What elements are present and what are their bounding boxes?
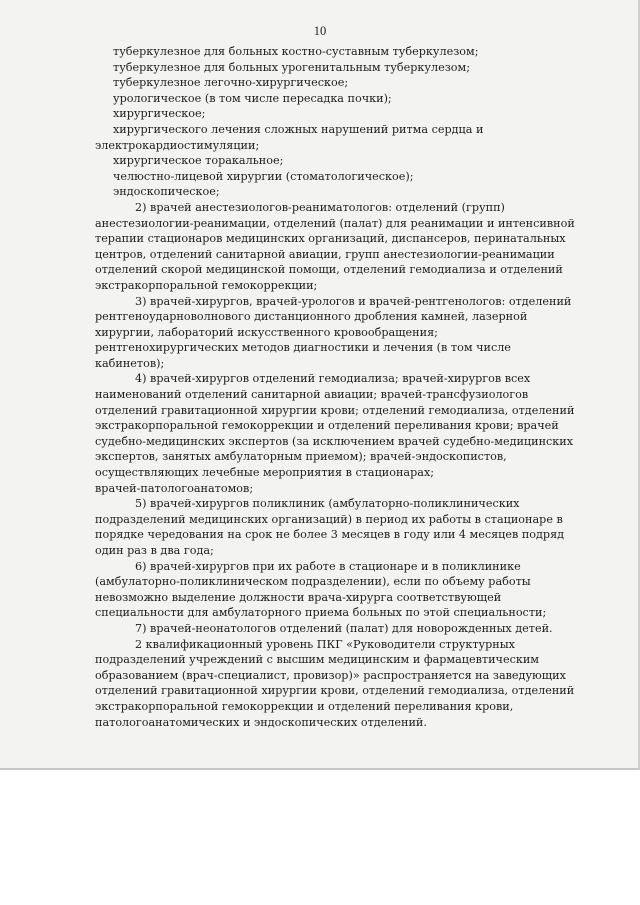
- text-line: осуществляющих лечебные мероприятия в стационарах;: [95, 466, 435, 480]
- text-line: отделений гравитационной хирургии крови; отделений гемодиализа, отделений: [95, 403, 575, 417]
- text-line: экстракорпоральной гемокоррекции и отделений переливания крови; врачей: [95, 419, 559, 433]
- text-line: образованием (врач-специалист, провизор)» распространяется на заведующих: [95, 668, 566, 682]
- text-line: (амбулаторно-поликлиническом подразделении), если по объему работы: [95, 575, 531, 589]
- text-line: специальности для амбулаторного приема больных по этой специальности;: [95, 606, 547, 620]
- text-line: рентгенохирургических методов диагностики и лечения (в том числе: [95, 341, 511, 355]
- text-line: эндоскопическое;: [113, 185, 220, 199]
- text-line: врачей-патологоанатомов;: [95, 481, 254, 495]
- text-line: судебно-медицинских экспертов (за исключением врачей судебно-медицинских: [95, 434, 574, 448]
- text-line: 5) врачей-хирургов поликлиник (амбулаторно-поликлинических: [135, 497, 520, 511]
- text-line: невозможно выделение должности врача-хирурга соответствующей: [95, 590, 502, 604]
- text-line: хирургического лечения сложных нарушений ритма сердца и: [113, 122, 484, 136]
- text-line: 6) врачей-хирургов при их работе в стационаре и в поликлинике: [135, 559, 521, 573]
- text-line: наименований отделений санитарной авиации; врачей-трансфузиологов: [95, 388, 529, 402]
- text-line: экстракорпоральной гемокоррекции;: [95, 278, 318, 292]
- text-line: 7) врачей-неонатологов отделений (палат) для новорожденных детей.: [135, 621, 553, 635]
- text-line: рентгеноударноволнового дистанционного дробления камней, лазерной: [95, 310, 528, 324]
- text-line: хирургическое;: [113, 107, 206, 121]
- text-line: электрокардиостимуляции;: [95, 138, 260, 152]
- text-line: анестезиологии-реанимации, отделений (палат) для реанимации и интенсивной: [95, 216, 575, 230]
- text-line: челюстно-лицевой хирургии (стоматологическое);: [113, 169, 414, 183]
- text-line: экстракорпоральной гемокоррекции и отделений переливания крови,: [95, 699, 514, 713]
- text-line: 2 квалификационный уровень ПКГ «Руководители структурных: [135, 637, 515, 651]
- text-line: кабинетов);: [95, 356, 165, 370]
- text-line: подразделений медицинских организаций) в период их работы в стационаре в: [95, 512, 563, 526]
- text-line: 3) врачей-хирургов, врачей-урологов и врачей-рентгенологов: отделений: [135, 294, 572, 308]
- text-line: 4) врачей-хирургов отделений гемодиализа; врачей-хирургов всех: [135, 372, 531, 386]
- page-number: 10: [313, 24, 327, 38]
- text-line: 2) врачей анестезиологов-реаниматологов: отделений (групп): [135, 200, 505, 214]
- text-line: хирургии, лабораторий искусственного кровообращения;: [95, 325, 438, 339]
- text-line: отделений гравитационной хирургии крови, отделений гемодиализа, отделений: [95, 684, 575, 698]
- text-line: терапии стационаров медицинских организаций, диспансеров, перинатальных: [95, 232, 566, 246]
- text-line: урологическое (в том числе пересадка почки);: [113, 91, 392, 105]
- text-line: туберкулезное легочно-хирургическое;: [113, 76, 349, 90]
- text-line: хирургическое торакальное;: [113, 154, 284, 168]
- text-line: экспертов, занятых амбулаторным приемом); врачей-эндоскопистов,: [95, 450, 507, 464]
- text-line: туберкулезное для больных урогенитальным туберкулезом;: [113, 60, 471, 74]
- text-line: центров, отделений санитарной авиации, групп анестезиологии-реанимации: [95, 247, 555, 261]
- text-line: патологоанатомических и эндоскопических отделений.: [95, 715, 427, 729]
- document-body: [95, 44, 600, 730]
- text-line: порядке чередования на срок не более 3 месяцев в году или 4 месяцев подряд: [95, 528, 565, 542]
- text-line: отделений скорой медицинской помощи, отделений гемодиализа и отделений: [95, 263, 563, 277]
- text-line: подразделений учреждений с высшим медицинским и фармацевтическим: [95, 653, 539, 667]
- text-line: туберкулезное для больных костно-суставным туберкулезом;: [113, 45, 479, 58]
- text-line: один раз в два года;: [95, 544, 214, 557]
